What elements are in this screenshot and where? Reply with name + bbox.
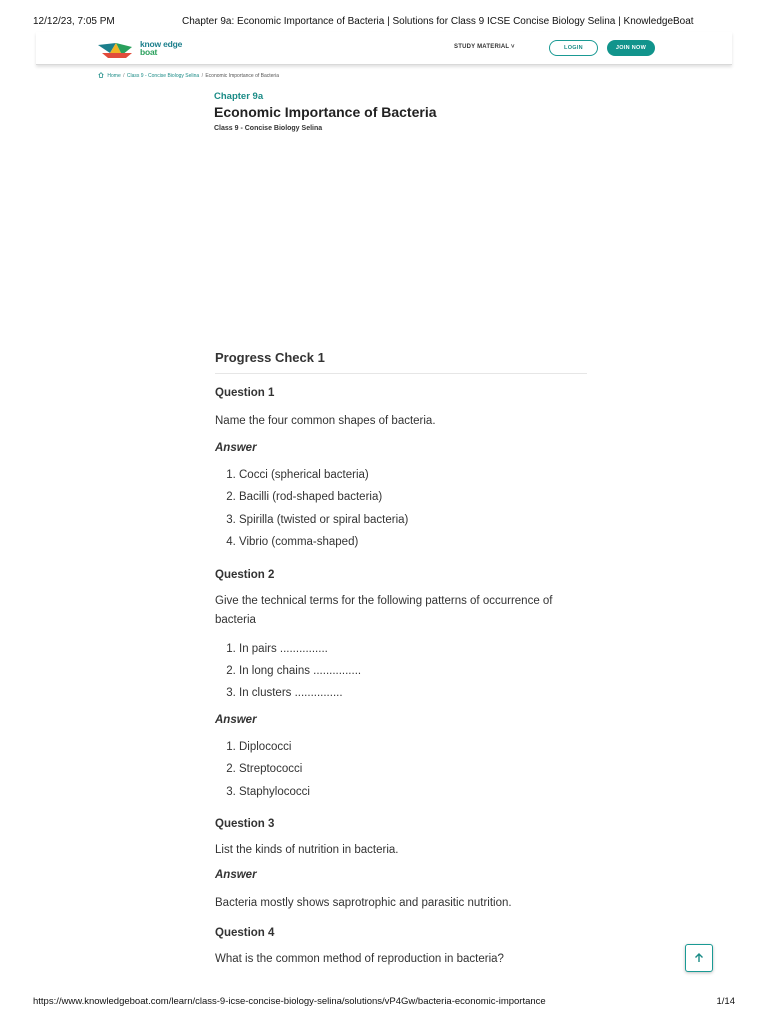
chevron-down-icon: ˅ [511,44,515,50]
answer-text: Bacteria mostly shows saprotrophic and parasitic nutrition. [215,897,512,910]
print-doc-title: Chapter 9a: Economic Importance of Bacteria | Solutions for Class 9 ICSE Concise Biology Selina | KnowledgeBoat [182,16,694,27]
scroll-to-top-button[interactable] [685,944,713,972]
join-now-button[interactable]: JOIN NOW [607,40,655,56]
breadcrumb-book[interactable]: Class 9 - Concise Biology Selina [126,73,200,79]
arrow-up-icon [693,952,705,964]
site-navbar [36,32,732,65]
print-url: https://www.knowledgeboat.com/learn/class-9-icse-concise-biology-selina/solutions/vP4Gw/bacteria-economic-importance [33,996,546,1007]
question-text: List the kinds of nutrition in bacteria. [215,844,399,857]
question-label: Question 1 [215,387,275,399]
print-page-number: 1/14 [716,996,735,1007]
breadcrumb-current: Economic Importance of Bacteria [205,73,279,79]
study-material-menu[interactable] [454,44,515,50]
list-item: 3. Staphylococci [239,781,587,803]
question-block [215,386,587,554]
page-title: Economic Importance of Bacteria [214,104,437,120]
home-icon [98,72,104,78]
list-item: 3. Spirilla (twisted or spiral bacteria) [239,509,587,531]
answer-list [215,464,587,554]
question-text: Give the technical terms for the following patterns of occurrence of bacteria [215,594,553,626]
question-list [215,638,587,705]
print-header [0,16,768,32]
answer-label: Answer [215,713,257,726]
question-text: What is the common method of reproduction in bacteria? [215,953,504,966]
boat-logo-icon [96,39,138,59]
logo-line-1: know edge [140,39,183,49]
question-block [215,926,587,969]
solutions-content [215,350,587,969]
list-item: 2. Bacilli (rod-shaped bacteria) [239,486,587,508]
list-item: 1. Diplococci [239,736,587,758]
breadcrumb-home[interactable]: Home [107,73,121,79]
print-footer [0,996,768,1010]
question-label: Question 4 [215,927,275,940]
login-button[interactable]: LOGIN [549,40,598,56]
question-text: Name the four common shapes of bacteria. [215,415,436,427]
answer-list [215,736,587,803]
list-item: 3. In clusters ............... [239,682,587,704]
site-logo[interactable] [96,39,196,59]
list-item: 1. In pairs ............... [239,638,587,660]
logo-line-2: boat [140,47,158,57]
question-block [215,817,587,913]
breadcrumb [98,72,279,79]
study-material-label: STUDY MATERIAL [454,44,510,50]
breadcrumb-separator: / [201,73,203,79]
list-item: 4. Vibrio (comma-shaped) [239,531,587,553]
print-datetime: 12/12/23, 7:05 PM [33,16,115,27]
question-label: Question 2 [215,568,275,581]
section-title: Progress Check 1 [215,350,587,374]
chapter-label: Chapter 9a [214,91,264,102]
logo-wordmark [140,40,182,56]
list-item: 1. Cocci (spherical bacteria) [239,464,587,486]
list-item: 2. In long chains ............... [239,660,587,682]
list-item: 2. Streptococci [239,758,587,780]
book-subtitle: Class 9 - Concise Biology Selina [214,125,323,132]
question-block [215,568,587,803]
breadcrumb-separator: / [123,73,125,79]
question-label: Question 3 [215,818,275,831]
answer-label: Answer [215,869,257,882]
answer-label: Answer [215,442,257,454]
